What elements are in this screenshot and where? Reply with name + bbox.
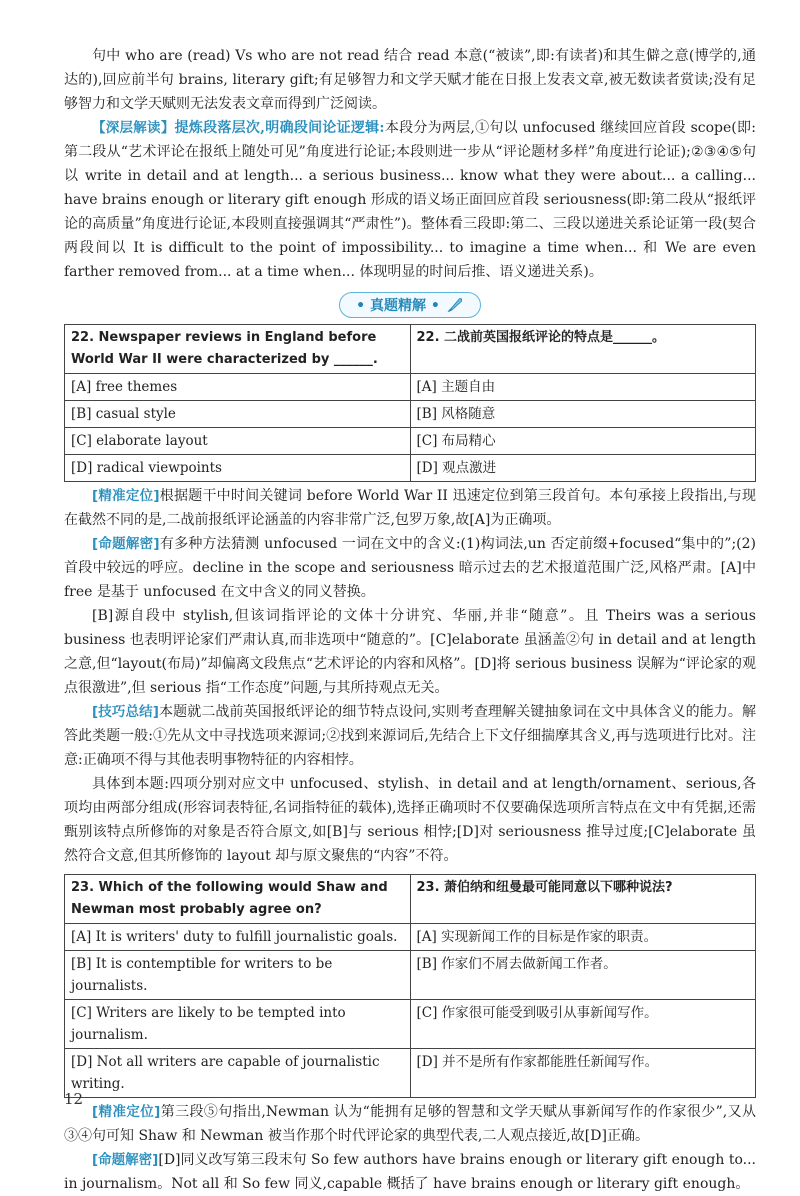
q22-locate-paragraph [64, 484, 756, 532]
q22-option-c-en: [C] elaborate layout [65, 428, 411, 455]
quill-pen-icon [446, 296, 464, 314]
q23-option-b-zh: [B] 作家们不屑去做新闻工作者。 [410, 951, 756, 1000]
q22-chinese-stem: 22. 二战前英国报纸评论的特点是______。 [410, 325, 756, 374]
q22-option-d-zh: [D] 观点激进 [410, 455, 756, 482]
q23-option-d-en: [D] Not all writers are capable of journalistic writing. [65, 1049, 411, 1098]
question-23-table [64, 874, 756, 1098]
q23-english-stem: 23. Which of the following would Shaw and Newman most probably agree on? [65, 875, 411, 924]
deep-analysis-paragraph [64, 116, 756, 284]
deep-analysis-heading: 提炼段落层次,明确段间论证逻辑: [174, 120, 385, 136]
question-22-table [64, 324, 756, 482]
q22-option-b-en: [B] casual style [65, 401, 411, 428]
section-banner-label: • 真题精解 • [356, 298, 440, 314]
table-row [65, 924, 756, 951]
q22-decode-tag: [命题解密] [92, 536, 160, 552]
q23-decode-paragraph [64, 1148, 756, 1196]
table-row [65, 875, 756, 924]
deep-analysis-text: 本段分为两层,①句以 unfocused 继续回应首段 scope(即:第二段从“艺术评论在报纸上随处可见”角度进行论证;本段则进一步从“评论题材多样”角度进行论证);②③④⑤句以 write in detail and at length... a serious business... know what they were about... a calling... have brains enough or literary gift enough 形成的语义场正面回应首段 seriousness(即:第二段从“报纸评论的高质量”角度进行论证,本段则直接强调其“严肃性”)。整体看三段即:第二、三段以递进关系论证第一段(契合两段间以 It is difficult to the point of impossibility... to imagine a time when... 和 We are even farther removed from... at a time when... 体现明显的时间后推、语义递进关系)。 [64, 120, 757, 280]
table-row [65, 428, 756, 455]
q23-option-c-zh: [C] 作家很可能受到吸引从事新闻写作。 [410, 1000, 756, 1049]
table-row [65, 1049, 756, 1098]
q23-decode-text: [D]同义改写第三段末句 So few authors have brains enough or literary gift enough to... in journalism。Not all 和 So few 同义,capable 概括了 have brains enough or literary gift enough。 [64, 1152, 757, 1192]
q22-detail-paragraph: 具体到本题:四项分别对应文中 unfocused、stylish、in detail and at length/ornament、serious,各项均由两部分组成(形容词表特征,名词指特征的载体),选择正确项时不仅要确保选项所言特点在文中有凭据,还需甄别该特点所修饰的对象是否符合原文,如[B]与 serious 相悖;[D]对 seriousness 推导过度;[C]elaborate 虽然符合文意,但其所修饰的 layout 却与原文聚焦的“内容”不符。 [64, 776, 756, 864]
table-row [65, 455, 756, 482]
q22-english-stem: 22. Newspaper reviews in England before World War II were characterized by ______. [65, 325, 411, 374]
q22-option-c-zh: [C] 布局精心 [410, 428, 756, 455]
table-row [65, 1000, 756, 1049]
q23-locate-text: 第三段⑤句指出,Newman 认为“能拥有足够的智慧和文学天赋从事新闻写作的作家很少”,又从③④句可知 Shaw 和 Newman 被当作那个时代评论家的典型代表,二人观点接近,故[D]正确。 [64, 1104, 756, 1144]
q22-locate-text: 根据题干中时间关键词 before World War II 迅速定位到第三段首句。本句承接上段指出,与现在截然不同的是,二战前报纸评论涵盖的内容非常广泛,包罗万象,故[A]为正确项。 [64, 488, 756, 528]
q23-option-d-zh: [D] 并不是所有作家都能胜任新闻写作。 [410, 1049, 756, 1098]
q23-option-a-en: [A] It is writers' duty to fulfill journalistic goals. [65, 924, 411, 951]
q22-option-b-paragraph: [B]源自段中 stylish,但该词指评论的文体十分讲究、华丽,并非“随意”。且 Theirs was a serious business 也表明评论家们严肃认真,而非选项中“随意的”。[C]elaborate 虽涵盖②句 in detail and at length 之意,但“layout(布局)”却偏离文段焦点“艺术评论的内容和风格”。[D]将 serious business 误解为“评论家的观点很激进”,但 serious 指“工作态度”问题,与其所持观点无关。 [64, 608, 756, 696]
table-row [65, 951, 756, 1000]
q23-option-b-en: [B] It is contemptible for writers to be journalists. [65, 951, 411, 1000]
section-banner [339, 292, 481, 318]
table-row [65, 401, 756, 428]
q22-skill-tag: [技巧总结] [92, 704, 159, 720]
q23-chinese-stem: 23. 萧伯纳和纽曼最可能同意以下哪种说法? [410, 875, 756, 924]
q22-skill-text: 本题就二战前英国报纸评论的细节特点设问,实则考查理解关键抽象词在文中具体含义的能力。解答此类题一般:①先从文中寻找选项来源词;②找到来源词后,先结合上下文仔细揣摩其含义,再与选项进行比对。注意:正确项不得与其他表明事物特征的内容相悖。 [64, 704, 756, 768]
q22-decode-paragraph [64, 532, 756, 604]
q22-option-a-zh: [A] 主题自由 [410, 374, 756, 401]
table-row [65, 325, 756, 374]
intro-paragraph: 句中 who are (read) Vs who are not read 结合 read 本意(“被读”,即:有读者)和其生僻之意(博学的,通达的),回应前半句 brains, literary gift;有足够智力和文学天赋才能在日报上发表文章,被无数读者赏读;没有足够智力和文学天赋则无法发表文章而得到广泛阅读。 [64, 48, 756, 112]
deep-analysis-tag: 【深层解读】 [92, 120, 175, 136]
page-number: 12 [64, 1090, 84, 1108]
q23-locate-tag: [精准定位] [92, 1104, 161, 1120]
q22-decode-text: 有多种方法猜测 unfocused 一词在文中的含义:(1)构词法,un 否定前缀+focused“集中的”;(2)首段中较远的呼应。decline in the scope and seriousness 暗示过去的艺术报道范围广泛,风格严肃。[A]中 free 是基于 unfocused 在文中含义的同义替换。 [64, 536, 756, 600]
q23-option-c-en: [C] Writers are likely to be tempted into journalism. [65, 1000, 411, 1049]
q22-option-a-en: [A] free themes [65, 374, 411, 401]
q23-option-a-zh: [A] 实现新闻工作的目标是作家的职责。 [410, 924, 756, 951]
table-row [65, 374, 756, 401]
q22-skill-paragraph [64, 700, 756, 772]
q23-decode-tag: [命题解密] [92, 1152, 159, 1168]
q22-option-d-en: [D] radical viewpoints [65, 455, 411, 482]
q23-locate-paragraph [64, 1100, 756, 1148]
q22-locate-tag: [精准定位] [92, 488, 160, 504]
q22-option-b-zh: [B] 风格随意 [410, 401, 756, 428]
